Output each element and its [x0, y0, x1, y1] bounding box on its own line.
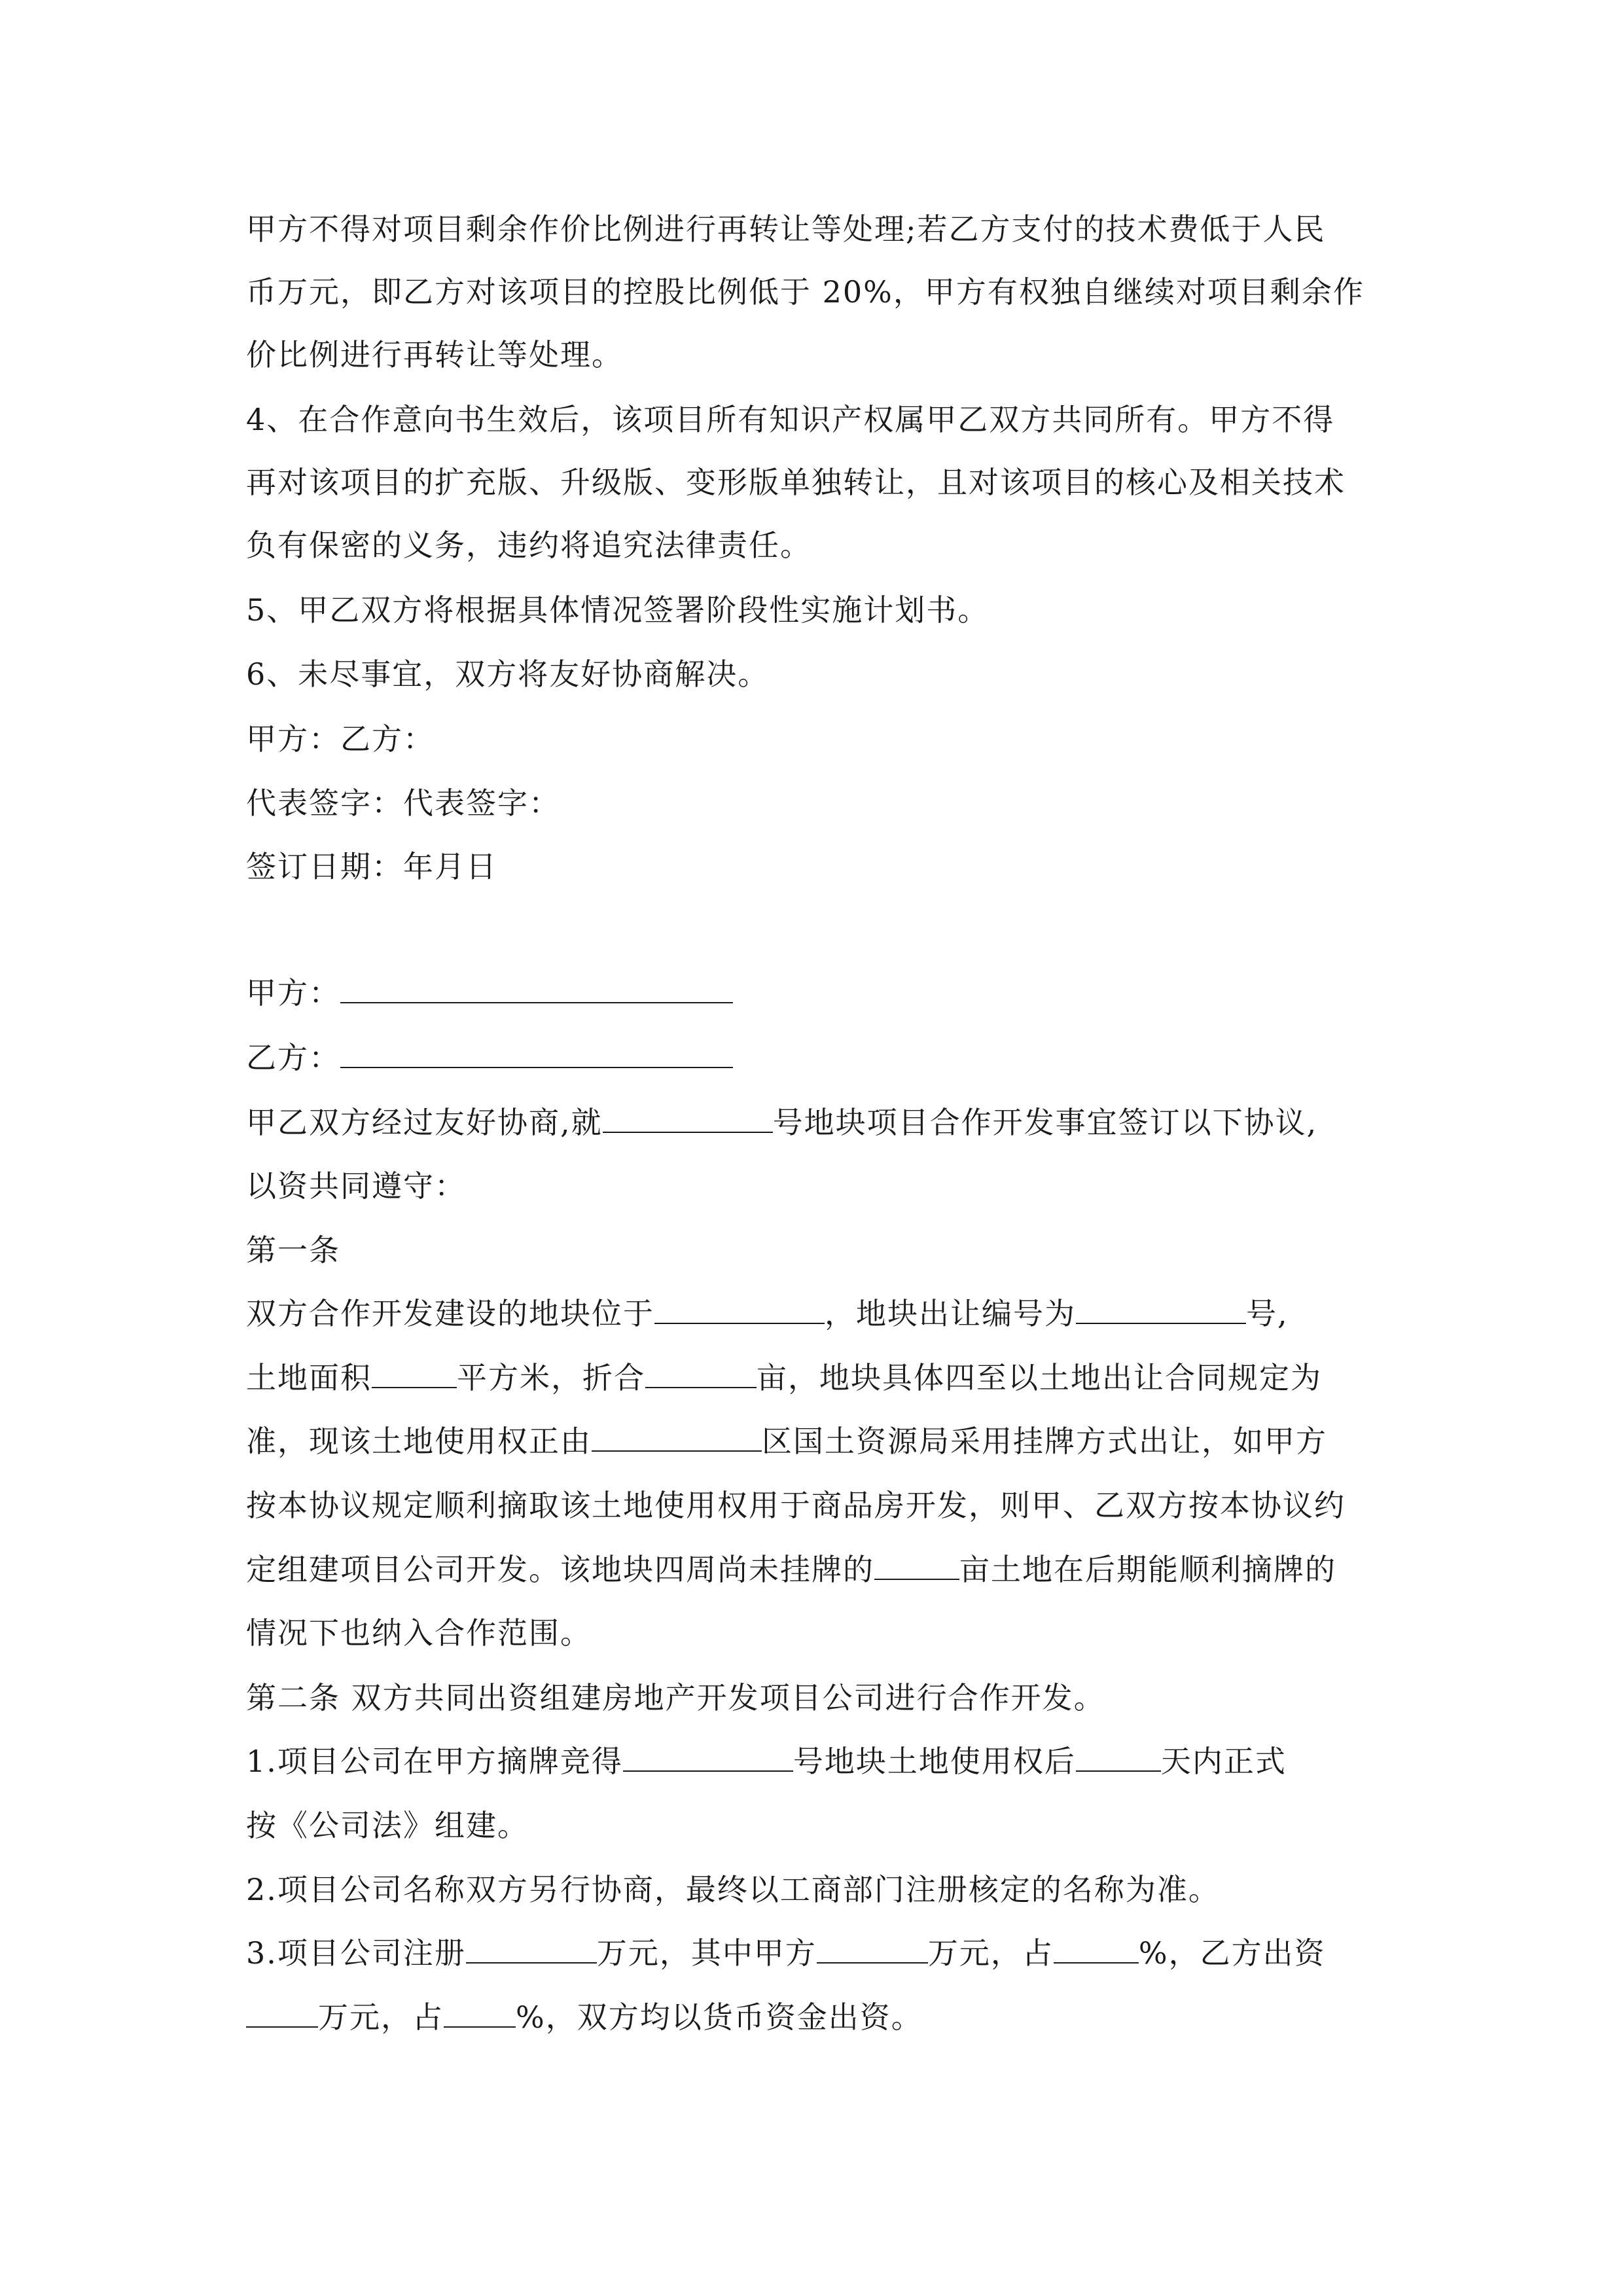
- text-line: 4、在合作意向书生效后，该项目所有知识产权属甲乙双方共同所有。甲方不得: [246, 402, 1335, 437]
- text-line: 甲方不得对项目剩余作价比例进行再转让等处理;若乙方支付的技术费低于人民: [246, 211, 1326, 247]
- clause-text: ，地块出让编号为: [825, 1296, 1076, 1331]
- area-blank: [372, 1358, 457, 1388]
- plot-won-blank: [623, 1742, 793, 1772]
- unlisted-mu-blank: [874, 1550, 959, 1580]
- article-1-title: 第一条: [246, 1232, 340, 1268]
- clause-text: 亩，地块具体四至以土地出让合同规定为: [757, 1360, 1322, 1395]
- clause-text: 定组建项目公司开发。该地块四周尚未挂牌的: [246, 1552, 874, 1587]
- district-blank: [592, 1422, 762, 1452]
- clause-text: 准，现该土地使用权正由: [246, 1424, 592, 1459]
- intro-text: 甲乙双方经过友好协商,就: [246, 1105, 603, 1140]
- clause-text: 平方米，折合: [457, 1360, 645, 1395]
- article-2-line: [246, 1933, 1385, 1973]
- party-b-capital-blank: [246, 1998, 318, 2028]
- text-line: 情况下也纳入合作范围。: [246, 1615, 592, 1651]
- intro-line: [246, 1103, 1385, 1142]
- party-a-percent-blank: [1054, 1933, 1139, 1964]
- registered-capital-blank: [466, 1933, 597, 1964]
- clause-text: %，双方均以货币资金出资。: [516, 2000, 923, 2035]
- clause-text: 号地块土地使用权后: [793, 1744, 1076, 1779]
- clause-text: 万元，其中甲方: [596, 1935, 817, 1971]
- clause-text: %，乙方出资: [1138, 1935, 1326, 1971]
- text-line: 5、甲乙双方将根据具体情况签署阶段性实施计划书。: [246, 592, 990, 628]
- party-b-label: 乙方：: [246, 1040, 340, 1075]
- text-line: 代表签字：代表签字：: [246, 785, 560, 821]
- plot-number-blank: [603, 1103, 773, 1133]
- party-b-line: [246, 1038, 1385, 1077]
- text-line: 甲方：乙方：: [246, 721, 435, 757]
- clause-text: 号,: [1246, 1296, 1289, 1331]
- article-1-line: [246, 1294, 1385, 1333]
- text-line: 币万元，即乙方对该项目的控股比例低于 20%，甲方有权独自继续对项目剩余作: [246, 274, 1364, 310]
- text-line: 再对该项目的扩充版、升级版、变形版单独转让，且对该项目的核心及相关技术: [246, 465, 1346, 500]
- clause-text: 双方合作开发建设的地块位于: [246, 1296, 654, 1331]
- text-line: 按本协议规定顺利摘取该土地使用权用于商品房开发，则甲、乙双方按本协议约: [246, 1488, 1346, 1523]
- article-2-line: [246, 1742, 1385, 1781]
- clause-text: 区国土资源局采用挂牌方式出让，如甲方: [762, 1424, 1327, 1459]
- text-line: 价比例进行再转让等处理。: [246, 337, 623, 372]
- text-line: 负有保密的义务，违约将追究法律责任。: [246, 528, 812, 563]
- text-line: 签订日期：年月日: [246, 849, 497, 884]
- party-a-capital-blank: [817, 1933, 928, 1964]
- clause-text: 万元，占: [318, 2000, 444, 2035]
- days-blank: [1076, 1742, 1161, 1772]
- clause-text: 亩土地在后期能顺利摘牌的: [959, 1552, 1336, 1587]
- party-b-blank: [340, 1038, 733, 1068]
- party-a-label: 甲方：: [246, 975, 340, 1011]
- text-line: 2.项目公司名称双方另行协商，最终以工商部门注册核定的名称为准。: [246, 1872, 1220, 1907]
- party-a-blank: [340, 973, 733, 1003]
- clause-text: 1.项目公司在甲方摘牌竞得: [246, 1744, 623, 1779]
- text-line: 6、未尽事宜，双方将友好协商解决。: [246, 656, 770, 692]
- article-1-line: [246, 1358, 1385, 1397]
- location-blank: [654, 1294, 825, 1324]
- clause-text: 土地面积: [246, 1360, 372, 1395]
- text-line: 按《公司法》组建。: [246, 1808, 529, 1843]
- article-1-line: [246, 1550, 1385, 1589]
- article-2-line: [246, 1998, 1385, 2037]
- article-2-title: 第二条 双方共同出资组建房地产开发项目公司进行合作开发。: [246, 1680, 1105, 1715]
- article-1-line: [246, 1422, 1385, 1461]
- clause-text: 天内正式: [1160, 1744, 1287, 1779]
- mu-blank: [645, 1358, 757, 1388]
- text-line: 以资共同遵守：: [246, 1168, 466, 1204]
- transfer-number-blank: [1076, 1294, 1246, 1324]
- party-b-percent-blank: [444, 1998, 516, 2028]
- clause-text: 3.项目公司注册: [246, 1935, 466, 1971]
- party-a-line: [246, 973, 1385, 1013]
- clause-text: 万元，占: [927, 1935, 1054, 1971]
- intro-text: 号地块项目合作开发事宜签订以下协议,: [772, 1105, 1318, 1140]
